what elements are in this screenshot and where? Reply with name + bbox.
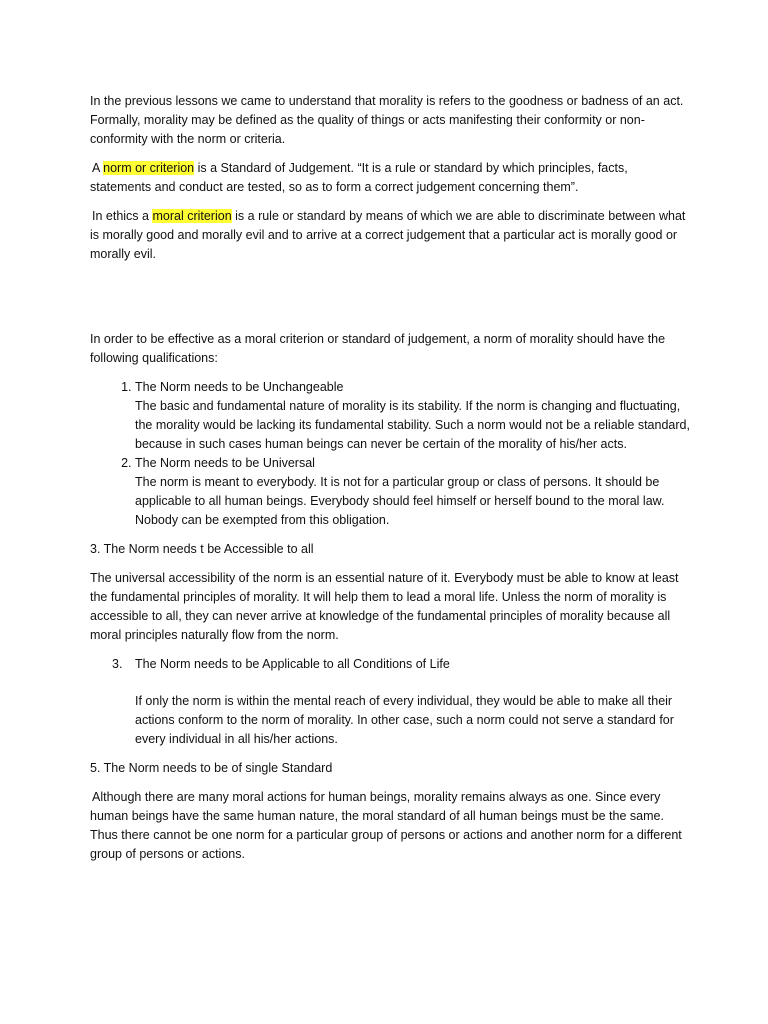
accessible-paragraph: The universal accessibility of the norm is an essential nature of it. Everybody must be able to know at least the fundamental principles of morality. It will help them to lead a moral life. Unless the norm of morality is accessible to all, they can never arrive at knowledge of the fundamental principles of morality because all moral principles naturally flow from the norm.: [90, 571, 679, 642]
heading-single-standard: 5. The Norm needs to be of single Standard: [90, 761, 333, 775]
highlight-norm-or-criterion: norm or criterion: [103, 161, 195, 175]
list-item-title: 2. The Norm needs to be Universal: [135, 456, 315, 470]
list-item-number: 3.: [112, 657, 123, 671]
list-item-body: The basic and fundamental nature of morality is its stability. If the norm is changing and fluctuating, the morality would be lacking its fundamental stability. Such a norm would not be a reliable standard, because in such cases human beings can never be certain of the morality of his/her acts.: [135, 399, 690, 451]
single-standard-paragraph: Although there are many moral actions for human beings, morality remains always as one. Since every human beings have the same human nature, the moral standard of all human beings must be the same. Thus there cannot be one norm for a particular group of persons or actions and another norm for a different group of persons or actions.: [90, 790, 682, 861]
intro-paragraph: In the previous lessons we came to understand that morality is refers to the goodness or badness of an act. Formally, morality may be defined as the quality of things or acts manifesting their conformity or non-conformity with the norm or criteria.: [90, 94, 684, 146]
document-page: [90, 92, 690, 874]
norm-definition-rest: is a Standard of Judgement. “It is a rule or standard by which principles, facts, statements and conduct are tested, so as to form a correct judgement concerning them”.: [90, 161, 628, 194]
applicable-paragraph: If only the norm is within the mental reach of every individual, they would be able to make all their actions conform to the norm of morality. In other case, such a norm could not serve a standard for every individual in all his/her actions.: [135, 694, 674, 746]
list-item-title: 1. The Norm needs to be Unchangeable: [135, 380, 344, 394]
list-item-applicable: [90, 655, 690, 674]
list-item: [135, 454, 690, 530]
moral-criterion-paragraph: [90, 207, 690, 264]
qualifications-list: [90, 378, 690, 530]
moral-criterion-prefix: In ethics a: [92, 209, 149, 223]
list-item-title: The Norm needs to be Applicable to all Conditions of Life: [135, 657, 450, 671]
blank-space: [90, 274, 690, 330]
list-item-body: The norm is meant to everybody. It is not for a particular group or class of persons. It should be applicable to all human beings. Everybody should feel himself or herself bound to the moral law. Nobody can be exempted from this obligation.: [135, 475, 665, 527]
norm-definition-prefix: A: [92, 161, 100, 175]
highlight-moral-criterion: moral criterion: [152, 209, 232, 223]
heading-accessible: 3. The Norm needs t be Accessible to all: [90, 542, 314, 556]
list-item: [135, 378, 690, 454]
qualifications-intro: In order to be effective as a moral criterion or standard of judgement, a norm of morality should have the following qualifications:: [90, 332, 666, 365]
norm-definition-paragraph: [90, 159, 690, 197]
moral-criterion-rest: is a rule or standard by means of which we are able to discriminate between what is morally good and morally evil and to arrive at a correct judgement that a particular act is morally good or morally evil.: [90, 209, 686, 261]
